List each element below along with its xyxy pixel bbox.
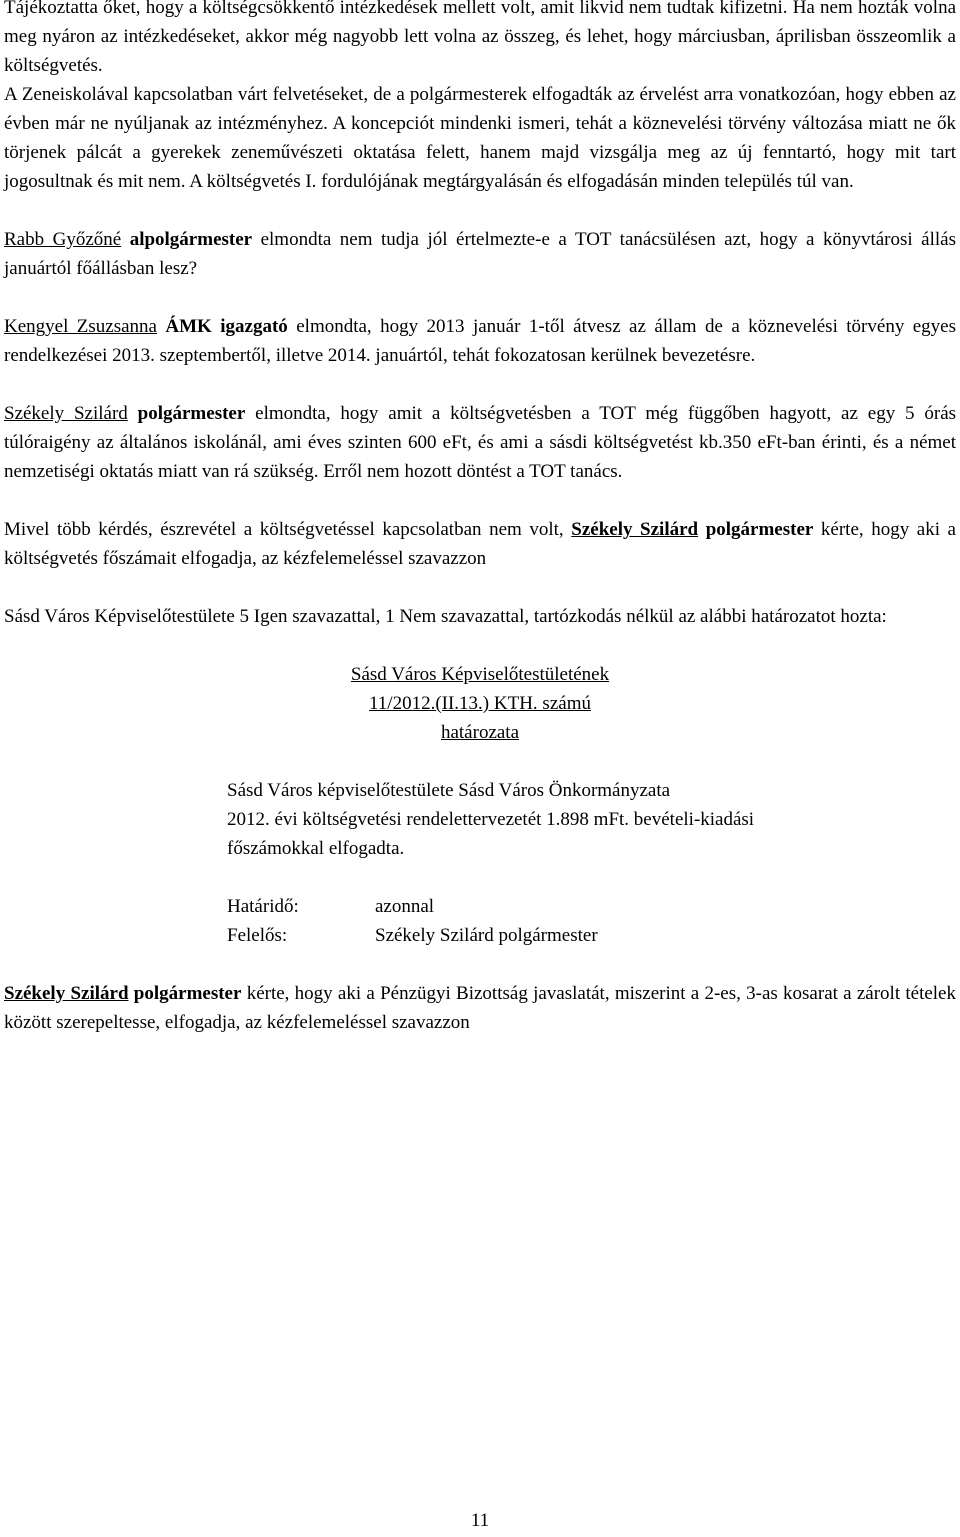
deadline-label: Határidő:	[227, 896, 299, 917]
paragraph-text: kérte, hogy aki a Pénzügyi Bizottság javaslatát, miszerint a 2-es, 3-as kosarat a zárolt tételek között szerepeltesse, elfogadja, az kézfelemeléssel szavazzon	[4, 983, 956, 1033]
paragraph-text: Mivel több kérdés, észrevétel a költségvetéssel kapcsolatban nem volt,	[4, 519, 572, 540]
responsible-row	[227, 921, 956, 950]
speaker-name: Székely Szilárd	[4, 983, 129, 1004]
responsible-label: Felelős:	[227, 925, 288, 946]
speaker-name: Székely Szilárd	[4, 403, 128, 424]
speaker-name: Székely Szilárd	[571, 519, 699, 540]
resolution-body	[227, 776, 956, 863]
resolution-heading-line3: határozata	[440, 722, 520, 743]
resolution-body-line2: 2012. évi költségvetési rendelettervezetét 1.898 mFt. bevételi-kiadási	[227, 809, 755, 830]
speaker-title: ÁMK igazgató	[165, 316, 288, 337]
paragraph-rabb	[4, 225, 956, 283]
paragraph-text: elmondta nem tudja jól értelmezte-e a TOT tanácsülésen azt, hogy a könyvtárosi állás januártól főállásban lesz?	[4, 229, 956, 279]
paragraph-vote-request	[4, 515, 956, 573]
speaker-name: Kengyel Zsuzsanna	[4, 316, 157, 337]
speaker-title: polgármester	[133, 983, 242, 1004]
resolution-heading-line2: 11/2012.(II.13.) KTH. számú	[369, 693, 591, 714]
deadline-row	[227, 892, 956, 921]
paragraph-music-school: A Zeneiskolával kapcsolatban várt felvetéseket, de a polgármesterek elfogadták az érvelést arra vonatkozóan, hogy ebben az évben már ne nyúljanak az intézményhez. A koncepciót mindenki ismeri, tehát a köznevelési törvény változása miatt ne ők törjenek pálcát a gyerekek zeneművészeti oktatása felett, hanem majd vizsgálja meg az új fenntartó, hogy mit tart jogosultnak és mit nem. A költségvetés I. fordulójának megtárgyalásán és elfogadásán minden település túl van.	[4, 84, 956, 192]
speaker-title: polgármester	[705, 519, 814, 540]
paragraph-kengyel	[4, 312, 956, 370]
paragraph-text: elmondta, hogy amit a költségvetésben a TOT még függőben hagyott, az egy 5 órás túlóraigény az általános iskolánál, ami éves szinten 600 eFt, és ami a sásdi költségvetést kb.350 eFt-ban érinti, és a német nemzetiségi oktatás miatt van rá szükség. Erről nem hozott döntést a TOT tanács.	[4, 403, 957, 482]
document-page	[4, 0, 956, 1037]
deadline-value: azonnal	[375, 896, 435, 917]
paragraph-szekely-2	[4, 979, 956, 1037]
paragraph-text: kérte, hogy aki a költségvetés főszámait elfogadja, az kézfelemeléssel szavazzon	[4, 519, 956, 569]
paragraph-vote-result: Sásd Város Képviselőtestülete 5 Igen szavazattal, 1 Nem szavazattal, tartózkodás nélkül az alábbi határozatot hozta:	[4, 606, 887, 627]
speaker-name: Rabb Győzőné	[4, 229, 122, 250]
paragraph-text: elmondta, hogy 2013 január 1-től átvesz az állam de a köznevelési törvény egyes rendelkezései 2013. szeptembertől, illetve 2014. januártól, tehát fokozatosan kerülnek bevezetésre.	[4, 316, 956, 366]
resolution-meta	[227, 892, 956, 950]
page-number: 11	[470, 1510, 490, 1531]
resolution-body-line3: főszámokkal elfogadta.	[227, 838, 405, 859]
resolution-heading	[4, 660, 956, 747]
paragraph-budget-info: Tájékoztatta őket, hogy a költségcsökkentő intézkedések mellett volt, amit likvid nem tudtak kifizetni. Ha nem hozták volna meg nyáron az intézkedéseket, akkor még nagyobb lett volna az összeg, és lehet, hogy márciusban, áprilisban összeomlik a költségvetés.	[4, 0, 956, 76]
responsible-value: Székely Szilárd polgármester	[375, 925, 598, 946]
speaker-title: polgármester	[137, 403, 246, 424]
speaker-title: alpolgármester	[129, 229, 253, 250]
resolution-heading-line1: Sásd Város Képviselőtestületének	[350, 664, 610, 685]
resolution-body-line1: Sásd Város képviselőtestülete Sásd Város Önkormányzata	[227, 780, 671, 801]
paragraph-szekely-1	[4, 399, 956, 486]
